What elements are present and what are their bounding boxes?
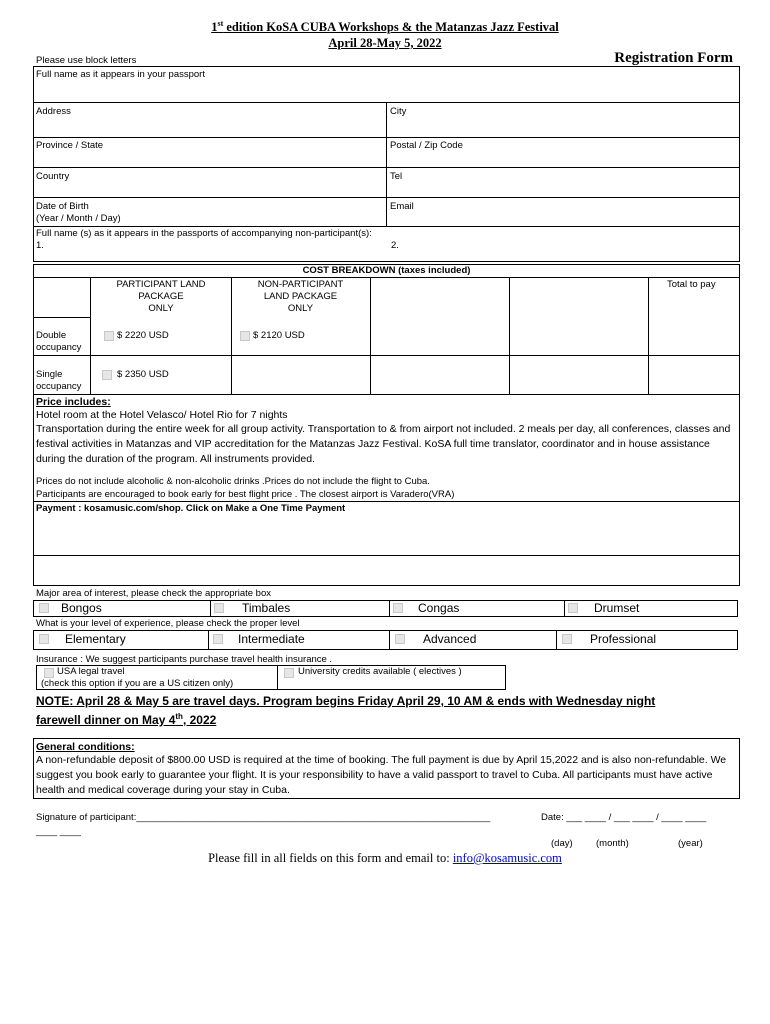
city-label: City (390, 106, 407, 117)
address-label: Address (36, 106, 71, 117)
elementary-checkbox[interactable] (39, 634, 49, 644)
cost-title: COST BREAKDOWN (taxes included) (302, 265, 471, 276)
province-row (33, 137, 740, 168)
congas-checkbox[interactable] (393, 603, 403, 613)
email-label: Email (390, 201, 414, 212)
title-line-2: April 28-May 5, 2022 (328, 36, 442, 50)
cost-table (33, 264, 740, 395)
university-credits-label: University credits available ( electives ) (298, 666, 462, 677)
block-letters-note: Please use block letters (36, 55, 137, 66)
price-includes-box (33, 394, 740, 502)
intermediate-checkbox[interactable] (213, 634, 223, 644)
full-name-field[interactable] (33, 66, 740, 103)
experience-row (33, 630, 738, 650)
interest-label: Major area of interest, please check the appropriate box (36, 588, 271, 599)
col-non-participant: NON-PARTICIPANT LAND PACKAGE ONLY (257, 279, 344, 314)
signature-trail: ____ ____ (36, 826, 81, 837)
congas-label: Congas (418, 601, 460, 615)
single-label: Single occupancy (36, 369, 82, 392)
elementary-label: Elementary (65, 632, 126, 646)
price-note-1: Prices do not include alcoholic & non-alcoholic drinks .Prices do not include the flight to Cuba. (36, 476, 430, 487)
price-line-2: Transportation during the entire week for all group activity. Transportation to & from airport not included. 2 meals per day, all conferences, classes and festival activities in Matanzas and VIP accreditation for the Matanzas Jazz Festival. KoSA full time translator, coordinator and in house assistance during the duration of the program. All instruments provided. (36, 423, 731, 465)
intermediate-label: Intermediate (238, 632, 305, 646)
address-row (33, 102, 740, 138)
experience-label: What is your level of experience, please check the proper level (36, 618, 300, 629)
accompanying-2-label: 2. (391, 240, 399, 251)
drumset-checkbox[interactable] (568, 603, 578, 613)
price-note-2: Participants are encouraged to book early for best flight price . The closest airport is Varadero(VRA) (36, 489, 455, 500)
conditions-heading: General conditions: (36, 741, 135, 753)
university-credits-checkbox[interactable] (284, 668, 294, 678)
insurance-row (36, 665, 506, 690)
double-label: Double occupancy (36, 330, 82, 353)
payment-text: Payment : kosamusic.com/shop. Click on Make a One Time Payment (36, 503, 346, 514)
advanced-checkbox[interactable] (395, 634, 405, 644)
usa-legal-checkbox[interactable] (44, 668, 54, 678)
country-row (33, 167, 740, 198)
payment-blank-box[interactable] (33, 555, 740, 586)
bongos-checkbox[interactable] (39, 603, 49, 613)
accompanying-row[interactable] (33, 226, 740, 262)
dob-label: Date of Birth (36, 201, 89, 212)
price-line-1: Hotel room at the Hotel Velasco/ Hotel Rio for 7 nights (36, 409, 288, 421)
double-non-participant-price: $ 2120 USD (253, 330, 305, 341)
bongos-label: Bongos (61, 601, 102, 615)
accompanying-1-label: 1. (36, 240, 44, 251)
interest-row (33, 600, 738, 617)
postal-label: Postal / Zip Code (390, 140, 463, 151)
double-participant-price: $ 2220 USD (117, 330, 169, 341)
professional-label: Professional (590, 632, 657, 646)
single-participant-checkbox[interactable] (102, 370, 112, 380)
title-line-1: 1st edition KoSA CUBA Workshops & the Matanzas Jazz Festival (211, 19, 559, 35)
usa-legal-note: (check this option if you are a US citizen only) (41, 678, 234, 689)
price-heading: Price includes: (36, 396, 111, 408)
date-line[interactable]: Date: ___ ____ / ___ ____ / ____ ____ (541, 812, 707, 823)
day-label: (day) (551, 838, 573, 849)
form-title: Registration Form (614, 50, 733, 66)
insurance-label: Insurance : We suggest participants purchase travel health insurance . (36, 654, 333, 665)
footer-email-link[interactable]: info@kosamusic.com (452, 851, 562, 865)
country-label: Country (36, 171, 70, 182)
conditions-text: A non-refundable deposit of $800.00 USD is required at the time of booking. The full payment is due by April 15,2022 and is also non-refundable. We suggest you book early to guarantee your flight. It is your responsibility to have a valid passport to travel to Cuba. All participants must have active health and medical coverage during your stay in Cuba. (36, 754, 727, 796)
tel-label: Tel (390, 171, 403, 182)
col-total: Total to pay (667, 279, 716, 290)
dob-row (33, 197, 740, 227)
month-label: (month) (596, 838, 629, 849)
travel-note: NOTE: April 28 & May 5 are travel days. Program begins Friday April 29, 10 AM & ends with Wednesday night farewell dinner on May 4th, 2022 (36, 694, 656, 727)
payment-box (33, 501, 740, 556)
footer-instruction (0, 851, 770, 866)
professional-checkbox[interactable] (562, 634, 572, 644)
accompanying-label: Full name (s) as it appears in the passports of accompanying non-participant(s): (36, 228, 372, 239)
usa-legal-label: USA legal travel (57, 666, 125, 677)
timbales-label: Timbales (242, 601, 291, 615)
province-label: Province / State (36, 140, 104, 151)
col-participant: PARTICIPANT LAND PACKAGE ONLY (116, 279, 206, 314)
double-participant-checkbox[interactable] (104, 331, 114, 341)
footer-text: Please fill in all fields on this form and email to: (208, 851, 453, 865)
dob-format-label: (Year / Month / Day) (36, 213, 121, 224)
signature-line[interactable]: Signature of participant:___________________________________________________________________ (36, 812, 491, 823)
single-participant-price: $ 2350 USD (117, 369, 169, 380)
double-non-participant-checkbox[interactable] (240, 331, 250, 341)
advanced-label: Advanced (423, 632, 477, 646)
year-label: (year) (678, 838, 703, 849)
timbales-checkbox[interactable] (214, 603, 224, 613)
conditions-box (33, 738, 740, 799)
full-name-label: Full name as it appears in your passport (36, 69, 205, 80)
drumset-label: Drumset (594, 601, 640, 615)
